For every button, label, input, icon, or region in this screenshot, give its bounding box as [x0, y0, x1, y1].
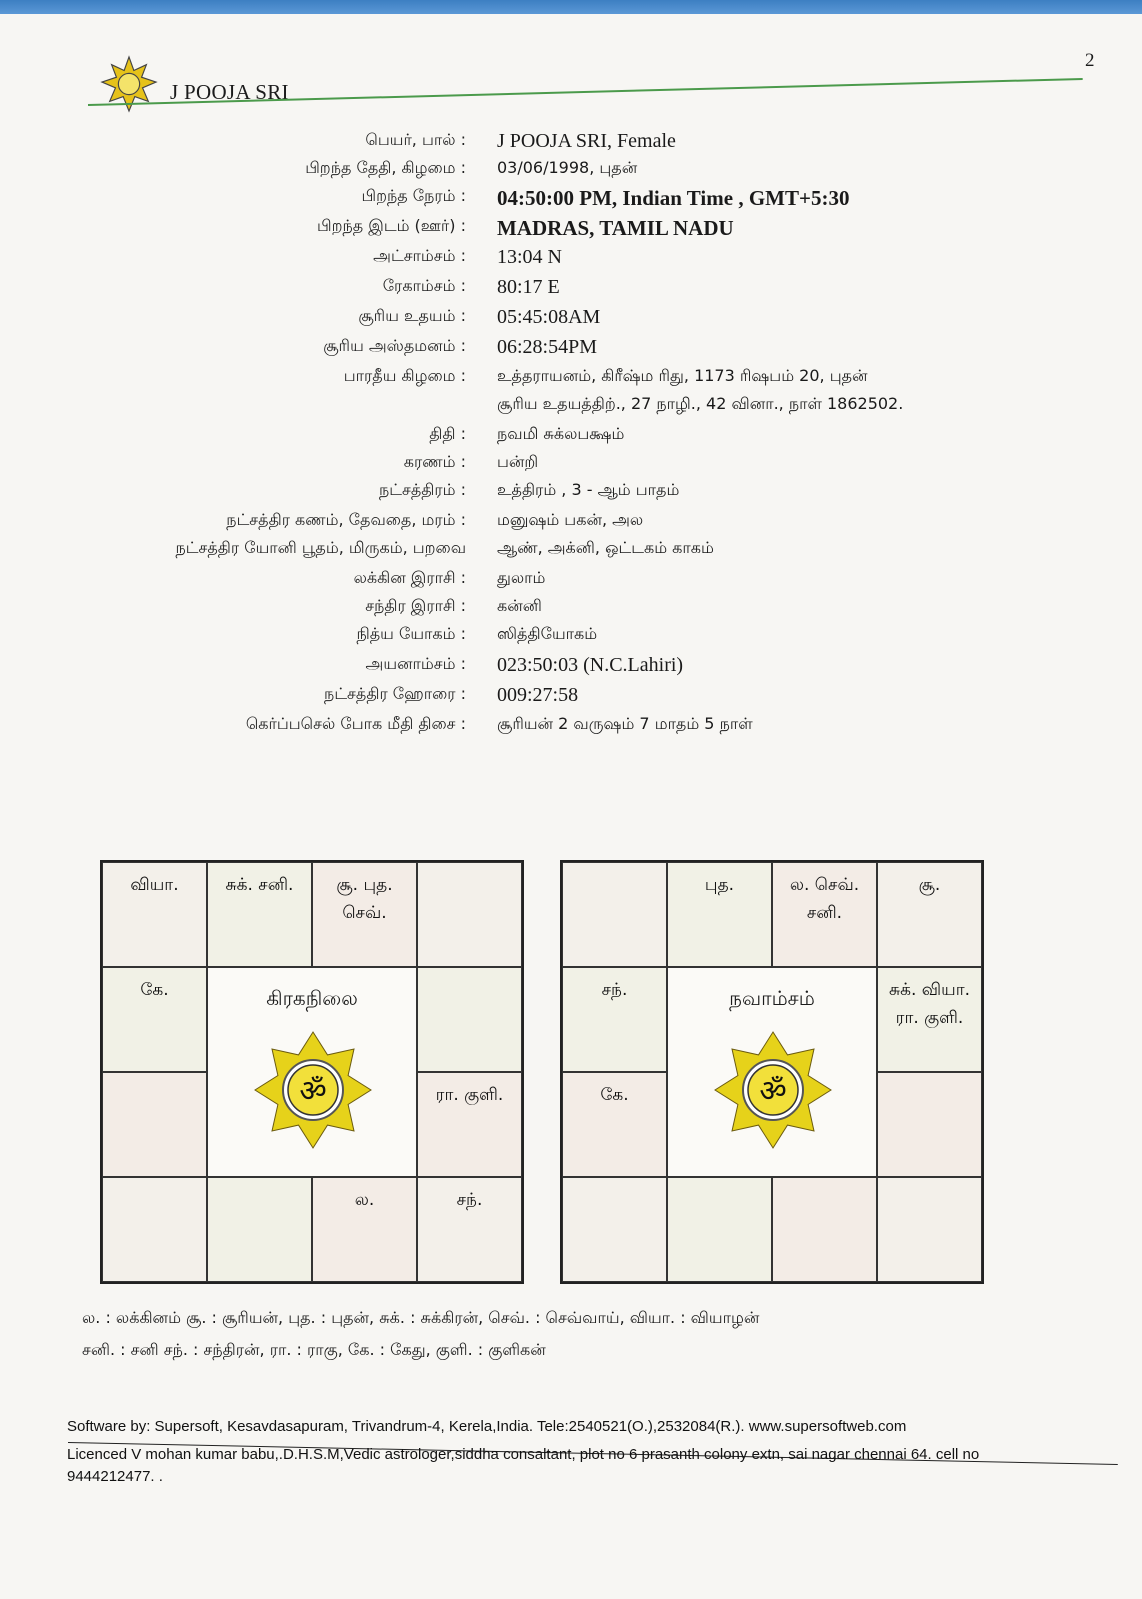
- chart-house-cell: சூ.: [877, 862, 982, 967]
- detail-value: 13:04 N: [497, 246, 562, 268]
- svg-text:ॐ: ॐ: [299, 1074, 327, 1109]
- detail-value: மனுஷம் பகன், அல: [497, 510, 644, 529]
- chart-title: நவாம்சம்: [729, 986, 815, 1010]
- chart-center: [207, 967, 417, 1177]
- detail-label: சூரிய அஸ்தமனம் :: [323, 336, 466, 355]
- chart-house-cell: சுக். சனி.: [207, 862, 312, 967]
- chart-house-cell: சந்.: [417, 1177, 522, 1282]
- detail-label: ரேகாம்சம் :: [382, 276, 466, 295]
- chart-house-cell: [102, 1072, 207, 1177]
- detail-label: கரணம் :: [403, 452, 466, 471]
- top-color-band: [0, 0, 1142, 14]
- detail-value: ஸித்தியோகம்: [497, 624, 598, 643]
- detail-value: துலாம்: [497, 568, 546, 587]
- detail-label: பெயர், பால் :: [365, 130, 466, 149]
- om-emblem-icon: [713, 1030, 833, 1150]
- rasi-chart: [100, 860, 524, 1284]
- chart-house-cell: ல. செவ். சனி.: [772, 862, 877, 967]
- detail-value: சூரியன் 2 வருஷம் 7 மாதம் 5 நாள்: [497, 714, 753, 733]
- detail-value: MADRAS, TAMIL NADU: [497, 216, 734, 240]
- detail-label: பிறந்த நேரம் :: [361, 186, 466, 205]
- chart-title: கிரகநிலை: [266, 986, 358, 1010]
- footer-line-3: 9444212477. .: [67, 1468, 163, 1485]
- chart-house-cell: சுக். வியா. ரா. குளி.: [877, 967, 982, 1072]
- legend-line-1: ல. : லக்கினம் சூ. : சூரியன், புத. : புதன், சுக். : சுக்கிரன், செவ். : செவ்வாய், வியா. : வியாழன்: [82, 1308, 760, 1327]
- legend-line-2: சனி. : சனி சந். : சந்திரன், ரா. : ராகு, கே. : கேது, குளி. : குளிகன்: [82, 1340, 546, 1359]
- chart-house-cell: [877, 1177, 982, 1282]
- chart-house-cell: [772, 1177, 877, 1282]
- chart-house-cell: [207, 1177, 312, 1282]
- chart-house-cell: புத.: [667, 862, 772, 967]
- detail-label: அயனாம்சம் :: [365, 654, 466, 673]
- chart-house-cell: கே.: [562, 1072, 667, 1177]
- chart-house-cell: சூ. புத. செவ்.: [312, 862, 417, 967]
- detail-label: பிறந்த இடம் (ஊர்) :: [317, 216, 466, 235]
- detail-value-continued: சூரிய உதயத்திற்., 27 நாழி., 42 வினா., நாள் 1862502.: [497, 394, 904, 413]
- chart-house-cell: ல.: [312, 1177, 417, 1282]
- detail-label: சந்திர இராசி :: [365, 596, 466, 615]
- detail-value: பன்றி: [497, 452, 539, 471]
- detail-label: நட்சத்திர யோனி பூதம், மிருகம், பறவை: [175, 538, 466, 557]
- detail-value: உத்திரம் , 3 - ஆம் பாதம்: [497, 480, 680, 499]
- chart-house-cell: ரா. குளி.: [417, 1072, 522, 1177]
- detail-value: J POOJA SRI, Female: [497, 130, 676, 152]
- detail-label: திதி :: [429, 424, 466, 443]
- detail-label: பிறந்த தேதி, கிழமை :: [305, 158, 466, 177]
- chart-house-cell: [417, 862, 522, 967]
- detail-label: நட்சத்திர கணம், தேவதை, மரம் :: [226, 510, 466, 529]
- chart-house-cell: [877, 1072, 982, 1177]
- detail-value: 03/06/1998, புதன்: [497, 158, 638, 177]
- detail-value: 023:50:03 (N.C.Lahiri): [497, 654, 684, 676]
- detail-label: சூரிய உதயம் :: [358, 306, 466, 325]
- detail-value: ஆண், அக்னி, ஒட்டகம் காகம்: [497, 538, 714, 557]
- detail-label: அட்சாம்சம் :: [373, 246, 466, 265]
- page-number: 2: [1085, 50, 1095, 71]
- detail-label: லக்கின இராசி :: [353, 568, 466, 587]
- detail-value: கன்னி: [497, 596, 542, 615]
- chart-center: [667, 967, 877, 1177]
- detail-value: 05:45:08AM: [497, 306, 601, 328]
- detail-value: 04:50:00 PM, Indian Time , GMT+5:30: [497, 186, 850, 210]
- chart-house-cell: [102, 1177, 207, 1282]
- chart-house-cell: [417, 967, 522, 1072]
- chart-house-cell: கே.: [102, 967, 207, 1072]
- detail-label: நித்ய யோகம் :: [356, 624, 466, 643]
- detail-value: 06:28:54PM: [497, 336, 598, 358]
- detail-value: நவமி சுக்லபக்ஷம்: [497, 424, 625, 443]
- detail-label: நட்சத்திர ஹோரை :: [324, 684, 466, 703]
- footer-line-2: Licenced V mohan kumar babu,.D.H.S.M,Vedic astrologer,siddha consaltant, plot no 6 prasanth colony extn, sai nagar chennai 64. cell no: [67, 1446, 980, 1463]
- chart-house-cell: வியா.: [102, 862, 207, 967]
- footer-line-1: Software by: Supersoft, Kesavdasapuram, Trivandrum-4, Kerela,India. Tele:2540521(O.),2532084(R.). www.supersoftweb.com: [67, 1418, 907, 1435]
- detail-value: 009:27:58: [497, 684, 579, 706]
- detail-value: உத்தராயனம், கிரீஷ்ம ரிது, 1173 ரிஷபம் 20, புதன்: [497, 366, 868, 385]
- detail-value: 80:17 E: [497, 276, 560, 298]
- header-name: J POOJA SRI: [170, 80, 289, 104]
- chart-house-cell: [562, 1177, 667, 1282]
- navamsa-chart: [560, 860, 984, 1284]
- chart-house-cell: [667, 1177, 772, 1282]
- detail-label: நட்சத்திரம் :: [378, 480, 466, 499]
- detail-label: பாரதீய கிழமை :: [343, 366, 466, 385]
- detail-label: கெர்ப்பசெல் போக மீதி திசை :: [245, 714, 466, 733]
- chart-house-cell: சந்.: [562, 967, 667, 1072]
- om-emblem-icon: [253, 1030, 373, 1150]
- svg-text:ॐ: ॐ: [759, 1074, 787, 1109]
- chart-house-cell: [562, 862, 667, 967]
